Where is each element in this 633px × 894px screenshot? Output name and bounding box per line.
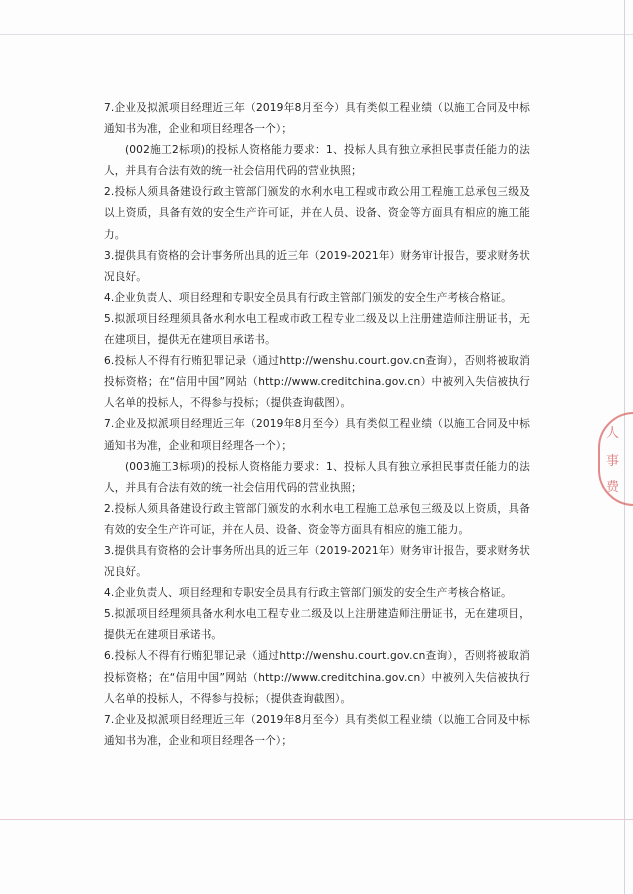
paragraph-7: 6.投标人不得有行贿犯罪记录（通过http://wenshu.court.gov.cn查询），否则将被取消投标资格；在“信用中国”网站（http://www.creditchina.gov.cn）中被列入失信被执行人名单的投标人，不得参与投标；（提供查询截图）。: [104, 355, 530, 410]
red-seal-stamp: [598, 412, 633, 506]
top-scan-line: [0, 34, 633, 35]
paragraph-10: 2.投标人须具备建设行政主管部门颁发的水利水电工程施工总承包三级及以上资质，具备有效的安全生产许可证，并在人员、设备、资金等方面具有相应的施工能力。: [104, 502, 530, 536]
stamp-char-1: 人: [606, 426, 620, 441]
paragraph-14: 6.投标人不得有行贿犯罪记录（通过http://wenshu.court.gov.cn查询），否则将被取消投标资格；在“信用中国”网站（http://www.creditchina.gov.cn）中被列入失信被执行人名单的投标人，不得参与投标；（提供查询截图）。: [104, 650, 530, 705]
paragraph-15: 7.企业及拟派项目经理近三年（2019年8月至今）具有类似工程业绩（以施工合同及中标通知书为准，企业和项目经理各一个）；: [104, 713, 530, 747]
paragraph-1: 7.企业及拟派项目经理近三年（2019年8月至今）具有类似工程业绩（以施工合同及中标通知书为准，企业和项目经理各一个）；: [104, 102, 530, 136]
stamp-char-3: 费: [606, 480, 620, 495]
bottom-scan-line: [0, 819, 633, 820]
paragraph-6: 5.拟派项目经理须具备水利水电工程或市政工程专业二级及以上注册建造师注册证书，无在建项目，提供无在建项目承诺书。: [104, 312, 530, 347]
paragraph-11: 3.提供具有资格的会计事务所出具的近三年（2019-2021年）财务审计报告，要求财务状况良好。: [104, 544, 530, 579]
paragraph-12: 4.企业负责人、项目经理和专职安全员具有行政主管部门颁发的安全生产考核合格证。: [104, 587, 512, 600]
paragraph-4: 3.提供具有资格的会计事务所出具的近三年（2019-2021年）财务审计报告，要求财务状况良好。: [104, 249, 530, 283]
document-body: [104, 98, 530, 752]
stamp-char-2: 事: [606, 454, 620, 469]
paragraph-2: (002施工2标项)的投标人资格能力要求：1、投标人具有独立承担民事责任能力的法人，并具有合法有效的统一社会信用代码的营业执照；: [104, 144, 530, 178]
paragraph-13: 5.拟派项目经理须具备水利水电工程专业二级及以上注册建造师注册证书，无在建项目，提供无在建项目承诺书。: [104, 608, 530, 642]
paragraph-9: (003施工3标项)的投标人资格能力要求：1、投标人具有独立承担民事责任能力的法人，并具有合法有效的统一社会信用代码的营业执照；: [104, 460, 530, 494]
paragraph-8: 7.企业及拟派项目经理近三年（2019年8月至今）具有类似工程业绩（以施工合同及中标通知书为准，企业和项目经理各一个）；: [104, 418, 530, 452]
paragraph-5: 4.企业负责人、项目经理和专职安全员具有行政主管部门颁发的安全生产考核合格证。: [104, 291, 512, 304]
paragraph-3: 2.投标人须具备建设行政主管部门颁发的水利水电工程或市政公用工程施工总承包三级及以上资质，具备有效的安全生产许可证，并在人员、设备、资金等方面具有相应的施工能力。: [104, 186, 530, 241]
